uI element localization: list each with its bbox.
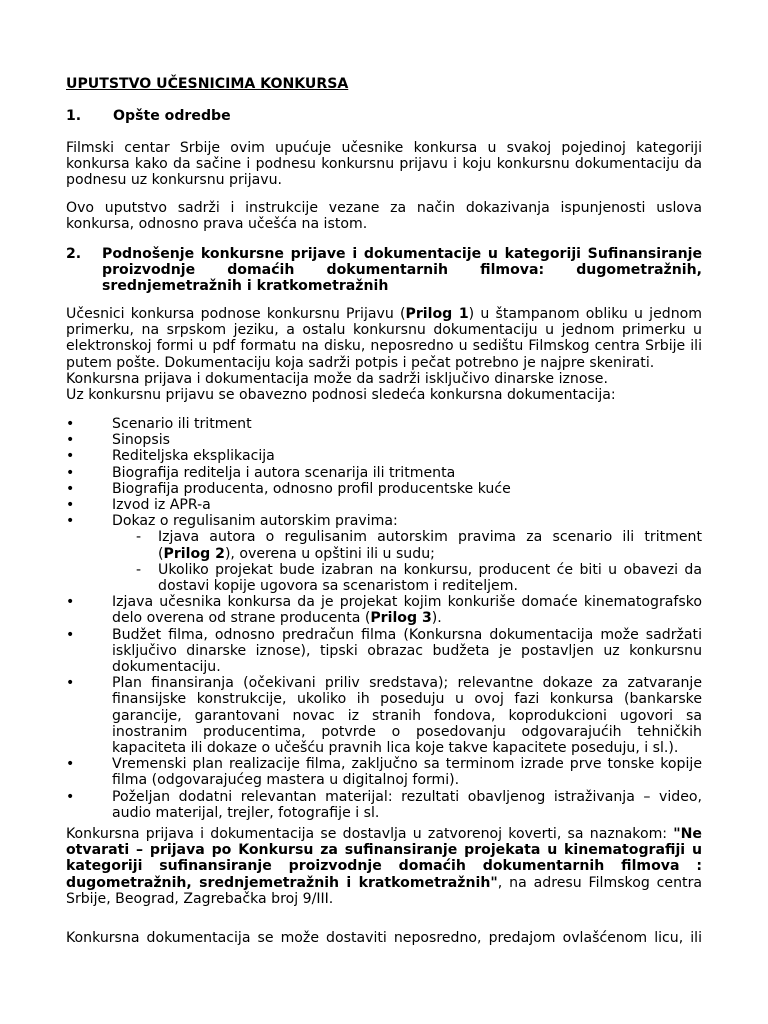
list-item: • Sinopsis — [66, 432, 702, 448]
list-item: • Izvod iz APR-a — [66, 497, 702, 513]
section-2-number: 2. — [66, 246, 82, 262]
text-run: , na adresu Filmskog centra Srbije, Beograd, Zagrebačka broj 9/III. — [66, 874, 702, 907]
paragraph-scope: Ovo uputstvo sadrži i instrukcije vezane za način dokazivanja ispunjenosti uslova konkursa, odnosno prava učešća na istom. — [66, 200, 702, 233]
section-1-number: 1. — [66, 108, 82, 124]
text-run: Izjava autora o regulisanim autorskim pravima za scenario ili tritment ( — [158, 529, 702, 562]
text-run: Učesnici konkursa podnose konkursnu Prijavu ( — [66, 306, 406, 322]
list-item: • Poželjan dodatni relevantan materijal: rezultati obavljenog istraživanja – video, audio materijal, trejler, fotografije i sl. — [66, 789, 702, 821]
prilog-2-reference: Prilog 2 — [163, 545, 225, 562]
text-run: ). — [431, 610, 442, 627]
envelope-label: "Ne otvarati – prijava po Konkursu za sufinansiranje projekata u kinematografiji u kategoriji sufinansiranje proizvodnje domaćih dokumentarnih filmova : dugometražnih, srednjemetražnih i kratkometražnih" — [66, 826, 702, 891]
text-run: Izjava učesnika konkursa da je projekat kojim konkuriše domaće kinematografsko delo overena od strane producenta ( — [112, 594, 702, 627]
sublist-item — [112, 529, 702, 561]
list-item-label: Dokaz o regulisanim autorskim pravima: — [112, 513, 398, 530]
paragraph-delivery — [66, 826, 702, 907]
section-2-title-line: proizvodnje domaćih dokumentarnih filmova: dugometražnih, — [102, 262, 702, 279]
document-title: UPUTSTVO UČESNICIMA KONKURSA — [66, 76, 349, 92]
paragraph-intro: Filmski centar Srbije ovim upućuje učesnike konkursa u svakoj pojedinoj kategoriji konkursa kako da sačine i podnesu konkursnu prijavu i koju konkursnu dokumentaciju da podnesu uz konkursnu prijavu. — [66, 140, 702, 189]
paragraph-currency: Konkursna prijava i dokumentacija može da sadrži isključivo dinarske iznose. — [66, 371, 608, 387]
rights-sublist — [112, 529, 702, 594]
prilog-3-reference: Prilog 3 — [370, 610, 432, 627]
list-item: • Rediteljska eksplikacija — [66, 448, 702, 464]
paragraph-required-docs: Uz konkursnu prijavu se obavezno podnosi sledeća konkursna dokumentacija: — [66, 387, 616, 403]
list-item: • Budžet filma, odnosno predračun filma (Konkursna dokumentacija može sadržati isključivo dinarske iznose), tipski obrazac budžeta je postavljen uz konkursnu dokumentaciju. — [66, 627, 702, 676]
text-run: ), overena u opštini ili u sudu; — [224, 545, 435, 562]
section-2-title — [102, 246, 702, 295]
section-1-title: Opšte odredbe — [113, 108, 231, 124]
paragraph-submission — [66, 306, 702, 371]
list-item: • Biografija reditelja i autora scenarija ili tritmenta — [66, 465, 702, 481]
list-item-rights — [66, 513, 702, 594]
section-2-title-line: Podnošenje konkursne prijave i dokumentacije u kategoriji Sufinansiranje — [102, 246, 702, 262]
text-run: ) u štampanom obliku u jednom primerku, na srpskom jeziku, a ostalu konkursnu dokumentaciju u jednom primerku u elektronskoj formi u pdf formatu na disku, neposredno u sedištu Filmskog centra Srbije ili putem pošte. Dokumentaciju koja sadrži potpis i pečat potrebno je najpre skenirati. — [66, 306, 702, 371]
list-item: • Vremenski plan realizacije filma, zaključno sa terminom izrade prve tonske kopije filma (odgovarajućeg mastera u digitalnoj formi). — [66, 756, 702, 788]
list-item — [66, 594, 702, 626]
list-item: • Scenario ili tritment — [66, 416, 702, 432]
paragraph-delivery-method: Konkursna dokumentacija se može dostaviti neposredno, predajom ovlašćenom licu, ili — [66, 930, 702, 946]
prilog-1-reference: Prilog 1 — [405, 306, 469, 322]
list-item: • Plan finansiranja (očekivani priliv sredstava); relevantne dokaze za zatvaranje finansijske konstrukcije, ukoliko ih poseduju u ovoj fazi konkursa (bankarske garancije, garantovani novac iz stranih fondova, koprodukcioni ugovori sa inostranim producentima, potvrde o posedovanju odgovarajućih tehničkih kapaciteta ili dokaze o učešću pravnih lica koje takve kapacitete poseduju, i sl.). — [66, 675, 702, 756]
list-item: • Biografija producenta, odnosno profil producentske kuće — [66, 481, 702, 497]
text-run: Konkursna prijava i dokumentacija se dostavlja u zatvorenoj koverti, sa naznakom: — [66, 826, 674, 842]
required-documents-list — [66, 416, 702, 821]
section-2-title-line: srednjemetražnih i kratkometražnih — [102, 278, 389, 295]
sublist-item: - Ukoliko projekat bude izabran na konkursu, producent će biti u obavezi da dostavi kopije ugovora sa scenaristom i rediteljem. — [112, 562, 702, 594]
